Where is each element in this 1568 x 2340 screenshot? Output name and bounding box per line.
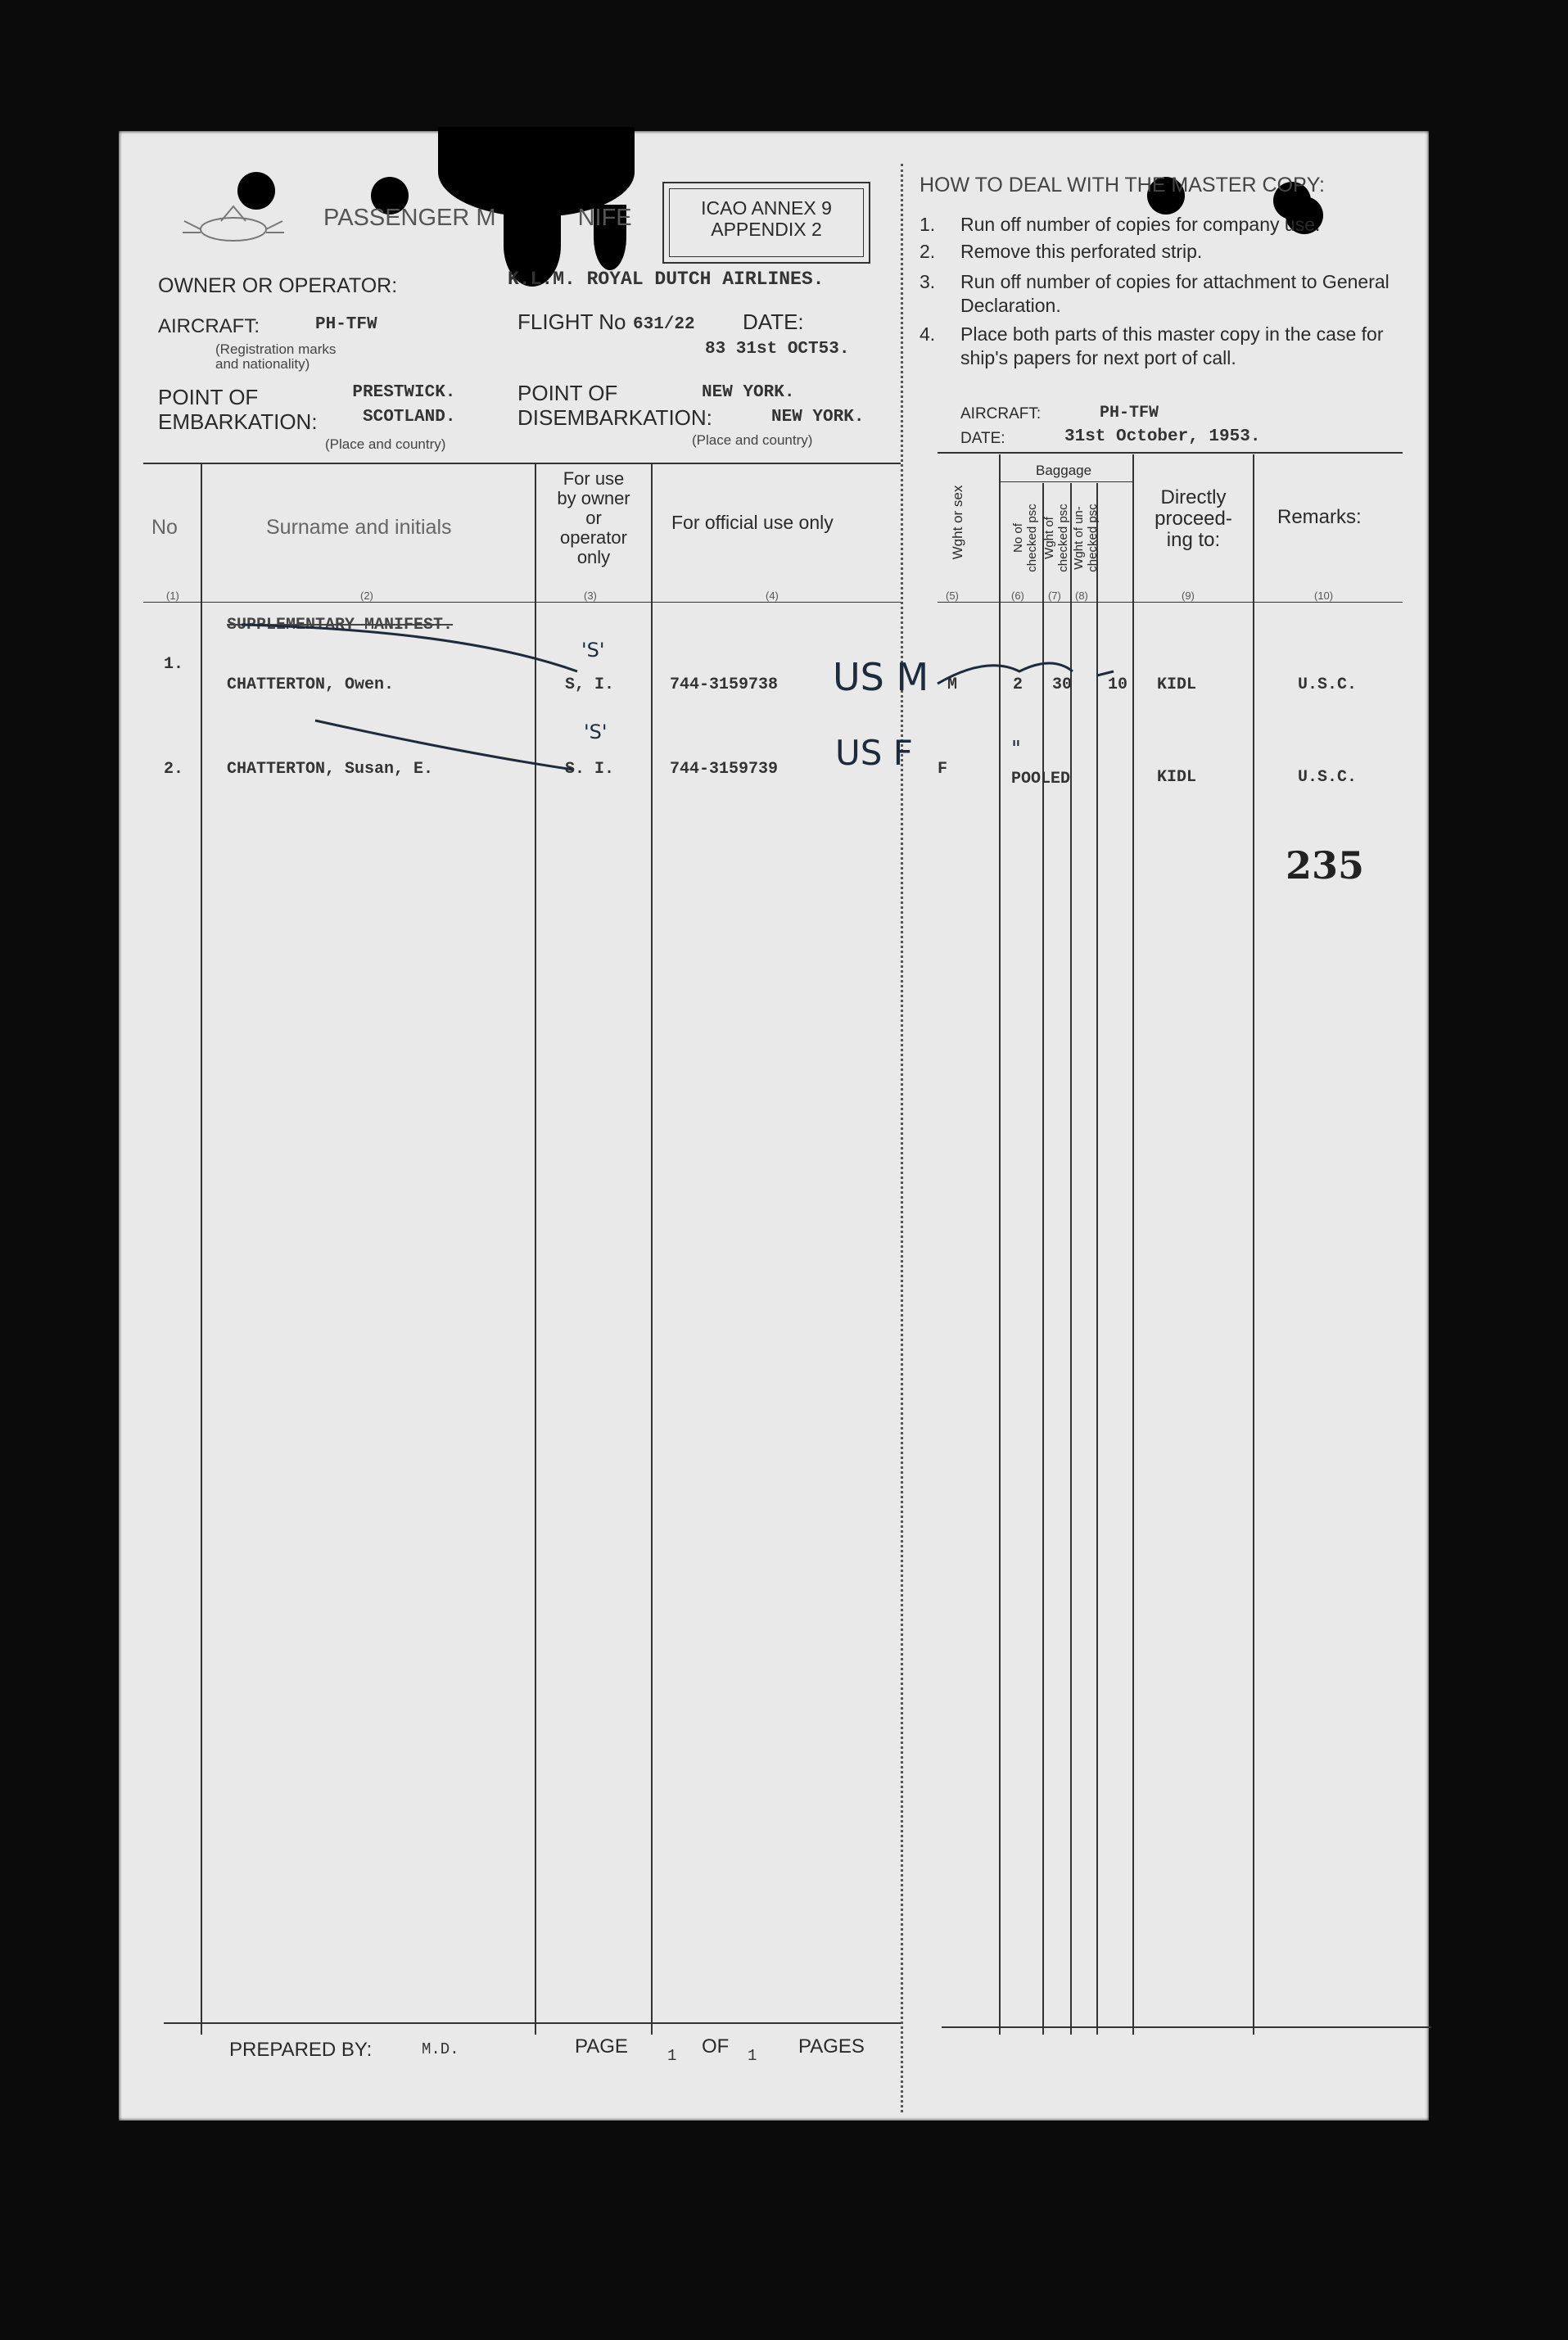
col-num: (7)	[1048, 590, 1061, 602]
supplementary-heading: SUPPLEMENTARY MANIFEST.	[227, 616, 454, 635]
row-official: 744-3159739	[670, 760, 779, 779]
strip-aircraft-value: PH-TFW	[1100, 404, 1159, 422]
strip-date-value: 31st October, 1953.	[1064, 427, 1261, 446]
col-num: (10)	[1314, 590, 1334, 602]
aircraft-note: (Registration marks and nationality)	[215, 341, 337, 372]
row-no-checked: "	[1011, 737, 1021, 761]
row-destination: KIDL	[1157, 768, 1197, 787]
instruction-item: 1. Run off number of copies for company use.	[920, 214, 1321, 235]
col-num: (2)	[360, 590, 373, 602]
col-header-official: For official use only	[671, 512, 834, 533]
icao-annex: ICAO ANNEX 9	[701, 197, 832, 219]
strip-aircraft-label: AIRCRAFT:	[960, 405, 1042, 422]
pages-label: PAGES	[798, 2035, 865, 2058]
footer-rule	[164, 2022, 901, 2024]
row-official: 744-3159738	[670, 675, 779, 694]
row-owner-mark: 'S'	[581, 639, 605, 662]
row-sex: M	[947, 675, 958, 694]
col-header-baggage: Baggage	[1036, 463, 1092, 478]
row-wght-checked: 30	[1052, 675, 1073, 694]
row-owner-use: S. I.	[565, 760, 615, 779]
embark-place-note: (Place and country)	[325, 436, 446, 452]
col-num: (5)	[946, 590, 959, 602]
col-header-remarks: Remarks:	[1277, 506, 1362, 528]
row-remarks: U.S.C.	[1298, 768, 1358, 787]
owner-value: K.L.M. ROYAL DUTCH AIRLINES.	[508, 269, 825, 290]
row-owner-mark: 'S'	[584, 721, 608, 743]
instructions-heading: HOW TO DEAL WITH THE MASTER COPY:	[920, 174, 1325, 197]
row-remarks: U.S.C.	[1298, 675, 1358, 694]
row-no-checked: 2	[1013, 675, 1023, 694]
stamp-number: 235	[1286, 843, 1365, 888]
manifest-sheet	[119, 131, 1429, 2121]
col-header-no-checked: No of checked psc	[1011, 504, 1039, 572]
disembarkation-label: POINT OF DISEMBARKATION:	[517, 381, 712, 430]
date-label: DATE:	[743, 309, 804, 334]
page-label: PAGE	[575, 2035, 628, 2058]
col-header-wght-unchecked: Wght of un- checked psc	[1072, 504, 1100, 572]
col-num: (4)	[766, 590, 779, 602]
flight-value: 631/22	[633, 315, 695, 334]
footer-rule-right	[942, 2026, 1431, 2028]
instruction-item: 2. Remove this perforated strip.	[920, 241, 1203, 262]
row-destination: KIDL	[1157, 675, 1197, 694]
page-title: PASSENGER M NIFE	[323, 205, 632, 231]
embarkation-value: PRESTWICK. SCOTLAND.	[352, 383, 456, 427]
row-pooled: POOLED	[1011, 770, 1071, 788]
col-header-directly: Directly proceed- ing to:	[1155, 486, 1232, 551]
disembarkation-value: NEW YORK. NEW YORK.	[702, 383, 865, 427]
col-num: (1)	[166, 590, 179, 602]
col-header-no: No	[151, 516, 178, 539]
col-header-owner-use: For use by owner or operator only	[557, 468, 630, 567]
row-name: CHATTERTON, Owen.	[227, 675, 395, 694]
handwritten-strokes	[119, 131, 1429, 868]
col-num: (8)	[1075, 590, 1088, 602]
col-num: (6)	[1011, 590, 1024, 602]
row-wght-unchecked: 10	[1108, 675, 1128, 694]
row-owner-use: S, I.	[565, 675, 615, 694]
date-value: 83 31st OCT53.	[705, 340, 850, 359]
col-header-surname: Surname and initials	[266, 516, 452, 539]
flight-label: FLIGHT No	[517, 309, 626, 334]
row-handwritten-note: US M	[833, 655, 929, 699]
disembark-place-note: (Place and country)	[692, 432, 813, 448]
instruction-item: 4. Place both parts of this master copy in the case for ship's papers for next port of call.	[920, 323, 1384, 368]
row-sex: F	[938, 760, 948, 779]
col-num: (9)	[1182, 590, 1195, 602]
row-handwritten-note: US F	[835, 733, 913, 773]
of-value: 1	[748, 2047, 757, 2065]
prepared-by-label: PREPARED BY:	[229, 2039, 373, 2061]
col-header-wght-checked: Wght of checked psc	[1042, 504, 1070, 572]
col-num: (3)	[584, 590, 597, 602]
row-no: 2.	[164, 760, 184, 779]
embarkation-label: POINT OF EMBARKATION:	[158, 385, 318, 434]
icao-appendix: APPENDIX 2	[711, 219, 822, 240]
page-value: 1	[667, 2047, 677, 2065]
instruction-item: 3. Run off number of copies for attachment to General Declaration.	[920, 271, 1390, 316]
owner-label: OWNER OR OPERATOR:	[158, 274, 398, 297]
aircraft-label: AIRCRAFT:	[158, 315, 260, 337]
row-no: 1.	[164, 655, 184, 674]
col-header-wght-sex: Wght or sex	[950, 485, 965, 560]
prepared-by-value: M.D.	[422, 2040, 459, 2058]
row-name: CHATTERTON, Susan, E.	[227, 760, 434, 779]
aircraft-value: PH-TFW	[315, 315, 377, 334]
strip-date-label: DATE:	[960, 430, 1005, 447]
of-label: OF	[702, 2035, 730, 2058]
